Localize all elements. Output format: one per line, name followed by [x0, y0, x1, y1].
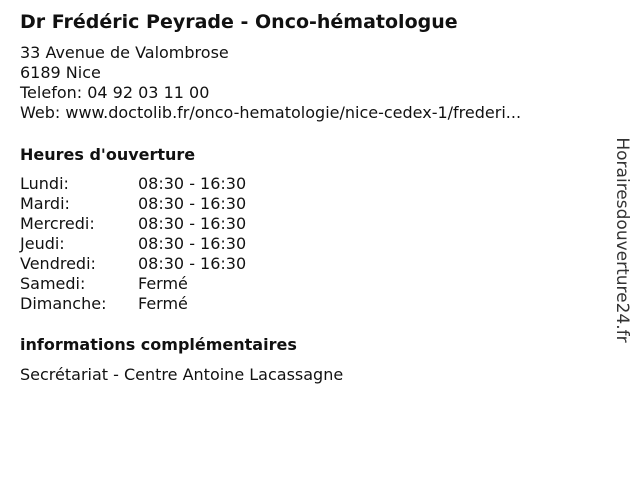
hours-row-tuesday: [20, 194, 246, 214]
hours-time: 08:30 - 16:30: [138, 254, 247, 273]
hours-row-saturday: [20, 274, 246, 294]
hours-time: 08:30 - 16:30: [138, 214, 247, 233]
hours-day: Samedi:: [20, 274, 86, 293]
additional-info-text: Secrétariat - Centre Antoine Lacassagne: [20, 365, 344, 384]
hours-time: 08:30 - 16:30: [138, 234, 247, 253]
hours-row-friday: [20, 254, 246, 274]
hours-day: Mardi:: [20, 194, 70, 213]
hours-day: Lundi:: [20, 174, 69, 193]
hours-time: 08:30 - 16:30: [138, 174, 247, 193]
address-block: [20, 43, 521, 123]
hours-row-sunday: [20, 294, 246, 314]
address-city: 6189 Nice: [20, 63, 101, 82]
hours-row-wednesday: [20, 214, 246, 234]
hours-row-thursday: [20, 234, 246, 254]
hours-time: Fermé: [138, 274, 188, 293]
opening-hours-heading: Heures d'ouverture: [20, 145, 196, 164]
website-link: Web: www.doctolib.fr/onco-hematologie/nice-cedex-1/frederi...: [20, 103, 522, 122]
additional-info-heading: informations complémentaires: [20, 335, 297, 354]
site-watermark: Horairesdouverture24.fr: [612, 137, 632, 343]
hours-time: Fermé: [138, 294, 188, 313]
hours-row-monday: [20, 174, 246, 194]
opening-hours-table: [20, 174, 246, 314]
address-street: 33 Avenue de Valombrose: [20, 43, 229, 62]
hours-day: Vendredi:: [20, 254, 96, 273]
page-title: Dr Frédéric Peyrade - Onco-hématologue: [20, 11, 458, 33]
phone-number: Telefon: 04 92 03 11 00: [20, 83, 210, 102]
hours-day: Mercredi:: [20, 214, 95, 233]
hours-day: Dimanche:: [20, 294, 107, 313]
hours-time: 08:30 - 16:30: [138, 194, 247, 213]
hours-day: Jeudi:: [20, 234, 65, 253]
